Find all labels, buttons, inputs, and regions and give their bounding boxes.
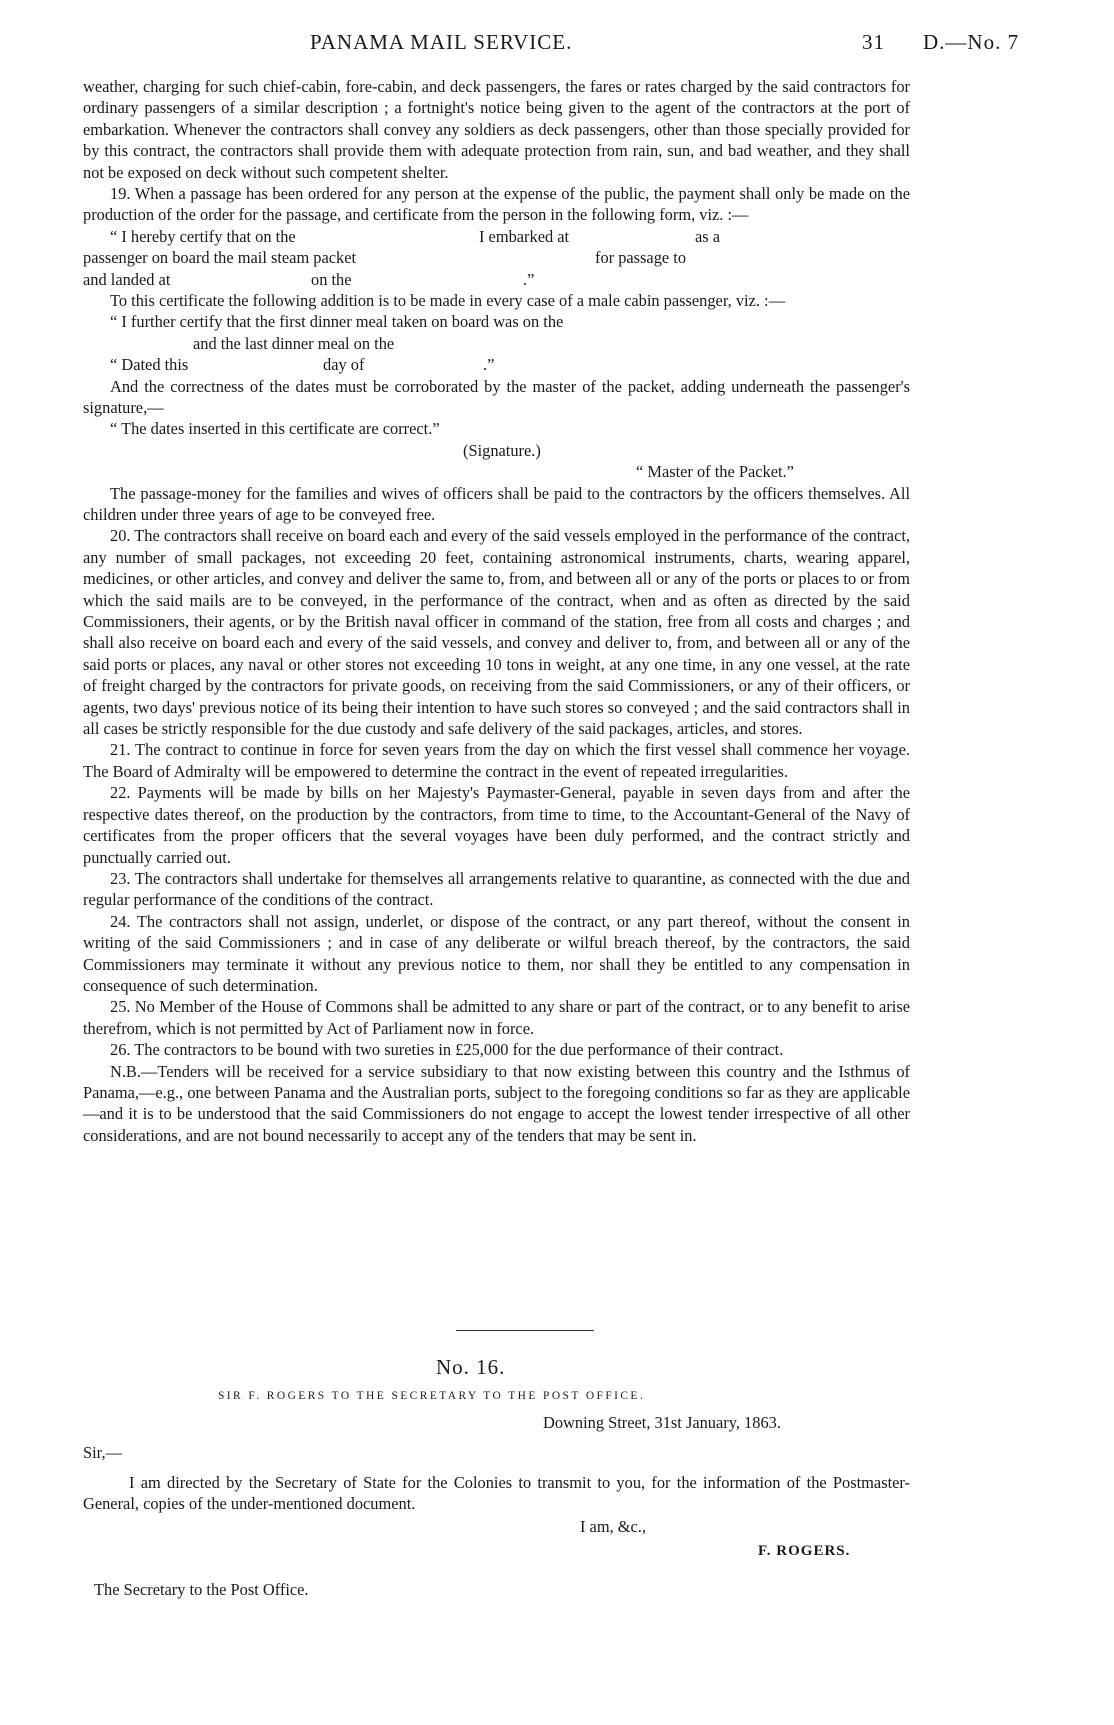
certificate-text-d: passenger on board the mail steam packet xyxy=(83,248,357,268)
letter-number: No. 16. xyxy=(436,1355,506,1379)
certificate-line-3 xyxy=(83,269,910,290)
certificate-text-c: as a xyxy=(695,226,721,246)
paragraph-weather: weather, charging for such chief-cabin, fore-cabin, and deck passengers, the fares or rates charged by the said contractors for ordinary passengers of a similar description ; a fortnight's notice being given to the agent of the contractors at the port of embarkation. Whenever the contractors shall convey any soldiers as deck passengers, other than those specially provided for by this contract, the contractors shall provide them with adequate protection from rain, sun, and bad weather, and they shall not be exposed on deck without such competent shelter. xyxy=(83,77,910,182)
addition-text-a: “ I further certify that the first dinner meal taken on board was on the xyxy=(110,312,564,332)
paragraph-20: 20. The contractors shall receive on board each and every of the said vessels employed in the performance of the contract, any number of small packages, not exceeding 20 feet, containing astronomical instruments, charts, wearing apparel, medicines, or other articles, and convey and deliver the same to, from, and between all or any of the ports or places to or from which the said mails are to be conveyed, in the performance of the contract, when and as often as directed by the said Commissioners, their agents, or by the British naval officer in command of the station, free from all costs and charges ; and shall also receive on board each and every of the said vessels, and convey and deliver to, from, and between all or any of the said ports or places, any naval or other stores not exceeding 10 tons in weight, at any one time, in any one vessel, at the rate of freight charged by the contractors for private goods, on receiving from the said Commissioners, or any of their officers, or agents, two days' previous notice of its being their intention to have such stores so conveyed ; and the said contractors shall in all cases be strictly responsible for the due custody and safe delivery of the said packages, articles, and stores. xyxy=(83,526,910,739)
certificate-text-b: I embarked at xyxy=(479,226,570,246)
addition-line-3 xyxy=(83,354,910,375)
letter-body xyxy=(83,1472,910,1515)
paragraph-19: 19. When a passage has been ordered for any person at the expense of the public, the payment shall only be made on the production of the order for the passage, and certificate from the person in the following form, viz. :— xyxy=(83,184,910,225)
paragraph-24: 24. The contractors shall not assign, underlet, or dispose of the contract, or any part thereof, without the consent in writing of the said Commissioners ; and in case of any deliberate or wilful breach thereof, by the contractors, the said Commissioners may terminate it without any previous notice to them, nor shall they be entitled to any compensation in consequence of such determination. xyxy=(83,911,910,995)
addition-line-1 xyxy=(83,311,910,332)
letter-salutation: Sir,— xyxy=(83,1443,122,1462)
paragraph-21: 21. The contract to continue in force for seven years from the day on which the first vessel shall commence her voyage. The Board of Admiralty will be empowered to determine the contract in the event of repeated irregularities. xyxy=(83,740,910,781)
addition-text-d: day of xyxy=(323,355,365,375)
letter-text: I am directed by the Secretary of State for the Colonies to transmit to you, for the information of the Postmaster-General, copies of the under-mentioned document. xyxy=(83,1473,910,1514)
paragraph-nb: N.B.—Tenders will be received for a service subsidiary to that now existing between this country and the Isthmus of Panama,—e.g., one between Panama and the Australian ports, subject to the foregoing conditions so far as they are applicable—and it is to be understood that the said Commissioners do not engage to accept the lowest tender irrespective of all other considerations, and are not bound necessarily to accept any of the tenders that may be sent in. xyxy=(83,1061,910,1145)
certificate-text-g: on the xyxy=(311,269,352,289)
master-label: “ Master of the Packet.” xyxy=(636,462,794,482)
paragraph-22: 22. Payments will be made by bills on her Majesty's Paymaster-General, payable in seven days from and after the respective dates thereof, on the production by the contractors, from time to time, to the Accountant-General of the Navy of certificates from the proper officers that the several voyages have been duly performed, and the contract strictly and punctually carried out. xyxy=(83,783,910,867)
signature-label: (Signature.) xyxy=(463,440,541,460)
certificate-text-f: and landed at xyxy=(83,269,171,289)
document-reference: D.—No. 7 xyxy=(923,30,1020,54)
addition-text-e: .” xyxy=(483,355,495,375)
paragraph-23: 23. The contractors shall undertake for themselves all arrangements relative to quarantine, as connected with the due and regular performance of the conditions of the contract. xyxy=(83,868,910,910)
paragraph-families: The passage-money for the families and wives of officers shall be paid to the contractors by the officers themselves. All children under three years of age to be conveyed free. xyxy=(83,483,910,524)
paragraph-male-cabin: To this certificate the following addition is to be made in every case of a male cabin passenger, viz. :— xyxy=(110,291,785,311)
master-line xyxy=(83,461,910,482)
letter-addressee: The Secretary to the Post Office. xyxy=(94,1580,309,1599)
certificate-line-1 xyxy=(83,226,910,247)
letter-signer: F. ROGERS. xyxy=(758,1543,851,1559)
addition-text-b: and the last dinner meal on the xyxy=(193,333,395,353)
signature-line xyxy=(83,440,910,461)
letter-closing: I am, &c., xyxy=(580,1517,646,1536)
certificate-text-a: “ I hereby certify that on the xyxy=(110,226,296,246)
addition-line-2 xyxy=(83,333,910,354)
paragraph-25: 25. No Member of the House of Commons shall be admitted to any share or part of the contract, or to any benefit to arise therefrom, which is not permitted by Act of Parliament now in force. xyxy=(83,997,910,1038)
page-number: 31 xyxy=(862,30,885,54)
certificate-text-e: for passage to xyxy=(595,248,687,268)
running-title: PANAMA MAIL SERVICE. xyxy=(310,30,573,54)
section-divider xyxy=(456,1330,594,1331)
addition-text-c: “ Dated this xyxy=(110,355,189,375)
certificate-text-h: .” xyxy=(523,269,535,289)
contract-body xyxy=(83,76,910,1146)
certificate-line-2 xyxy=(83,247,910,268)
dates-quote: “ The dates inserted in this certificate are correct.” xyxy=(110,419,440,439)
paragraph-26: 26. The contractors to be bound with two sureties in £25,000 for the due performance of their contract. xyxy=(110,1040,784,1060)
paragraph-correctness: And the correctness of the dates must be corroborated by the master of the packet, adding underneath the passenger's signature,— xyxy=(83,376,910,417)
letter-dateline: Downing Street, 31st January, 1863. xyxy=(543,1413,781,1432)
letter-caption: SIR F. ROGERS TO THE SECRETARY TO THE POST OFFICE. xyxy=(218,1390,646,1402)
